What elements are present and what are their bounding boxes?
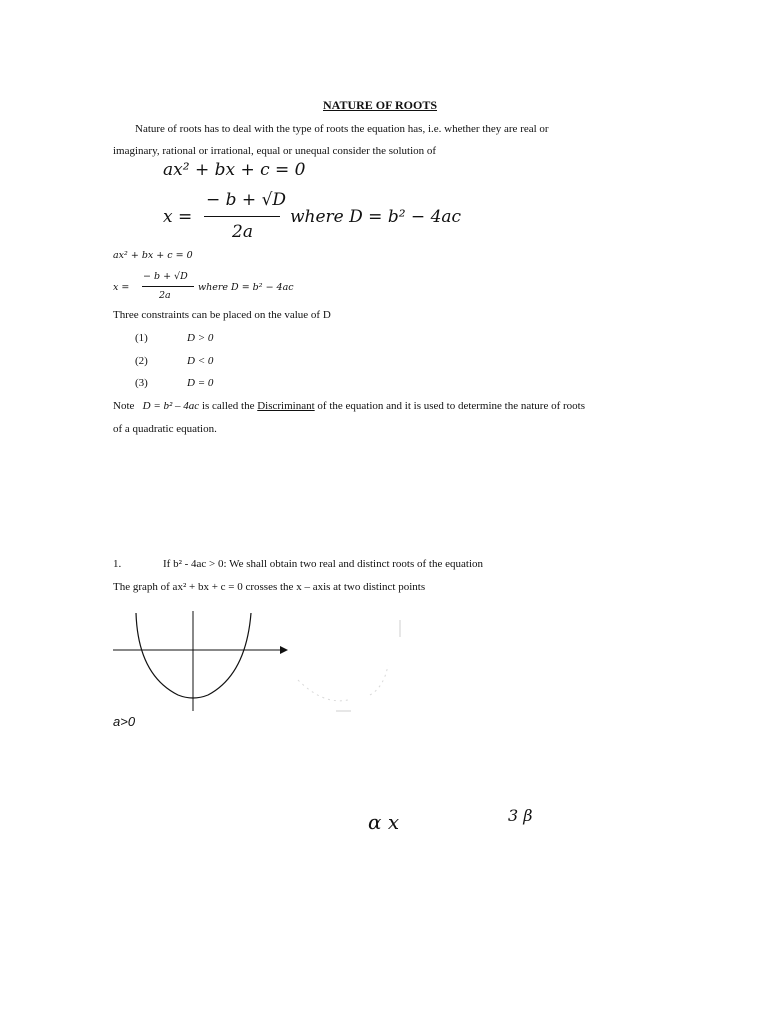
- case-1-number: 1.: [113, 558, 122, 570]
- constraint-condition: D > 0: [187, 332, 214, 344]
- alpha-root-label: α x: [368, 810, 400, 834]
- fraction-bar-small: [142, 286, 194, 287]
- note-line-1: [113, 400, 585, 412]
- formula-rhs-large: where D = b² − 4ac: [290, 207, 462, 227]
- formula-rhs-small: where D = b² − 4ac: [198, 282, 294, 293]
- intro-line-1: Nature of roots has to deal with the type of roots the equation has, i.e. whether they are real or: [135, 123, 549, 135]
- graph-label-a-positive: a>0: [113, 714, 136, 729]
- formula-numerator-large: − b + √D: [206, 190, 287, 210]
- formula-lhs-small: x =: [113, 282, 130, 293]
- page-title: NATURE OF ROOTS: [323, 98, 438, 112]
- formula-denominator-small: 2a: [159, 290, 171, 301]
- note-line-2: of a quadratic equation.: [113, 423, 217, 435]
- fraction-bar-large: [204, 216, 280, 217]
- beta-root-label: 3 β: [508, 806, 533, 825]
- note-prefix: Note: [113, 400, 135, 412]
- graph-description: The graph of ax² + bx + c = 0 crosses the x – axis at two distinct points: [113, 581, 426, 593]
- x-axis-arrow-icon: [280, 646, 288, 654]
- note-formula: D = b² – 4ac: [142, 400, 200, 412]
- quadratic-equation-small: ax² + bx + c = 0: [113, 250, 193, 261]
- case-1-text: If b² - 4ac > 0: We shall obtain two real and distinct roots of the equation: [163, 558, 483, 570]
- formula-lhs-large: x =: [163, 207, 193, 227]
- note-mid: is called the: [201, 400, 255, 412]
- formula-denominator-large: 2a: [232, 222, 253, 242]
- constraint-condition: D < 0: [187, 355, 214, 367]
- constraint-number: (2): [135, 355, 148, 367]
- constraint-number: (1): [135, 332, 148, 344]
- constraint-number: (3): [135, 377, 148, 389]
- intro-line-2: imaginary, rational or irrational, equal or unequal consider the solution of: [113, 145, 437, 157]
- discriminant-term: Discriminant: [257, 400, 315, 412]
- faint-curve: [298, 665, 388, 701]
- quadratic-equation-large: ax² + bx + c = 0: [163, 160, 306, 180]
- constraint-condition: D = 0: [187, 377, 214, 389]
- constraints-intro: Three constraints can be placed on the value of D: [113, 309, 331, 321]
- note-rest: of the equation and it is used to determine the nature of roots: [317, 400, 586, 412]
- formula-numerator-small: − b + √D: [143, 271, 188, 282]
- parabola-graph: [108, 605, 408, 720]
